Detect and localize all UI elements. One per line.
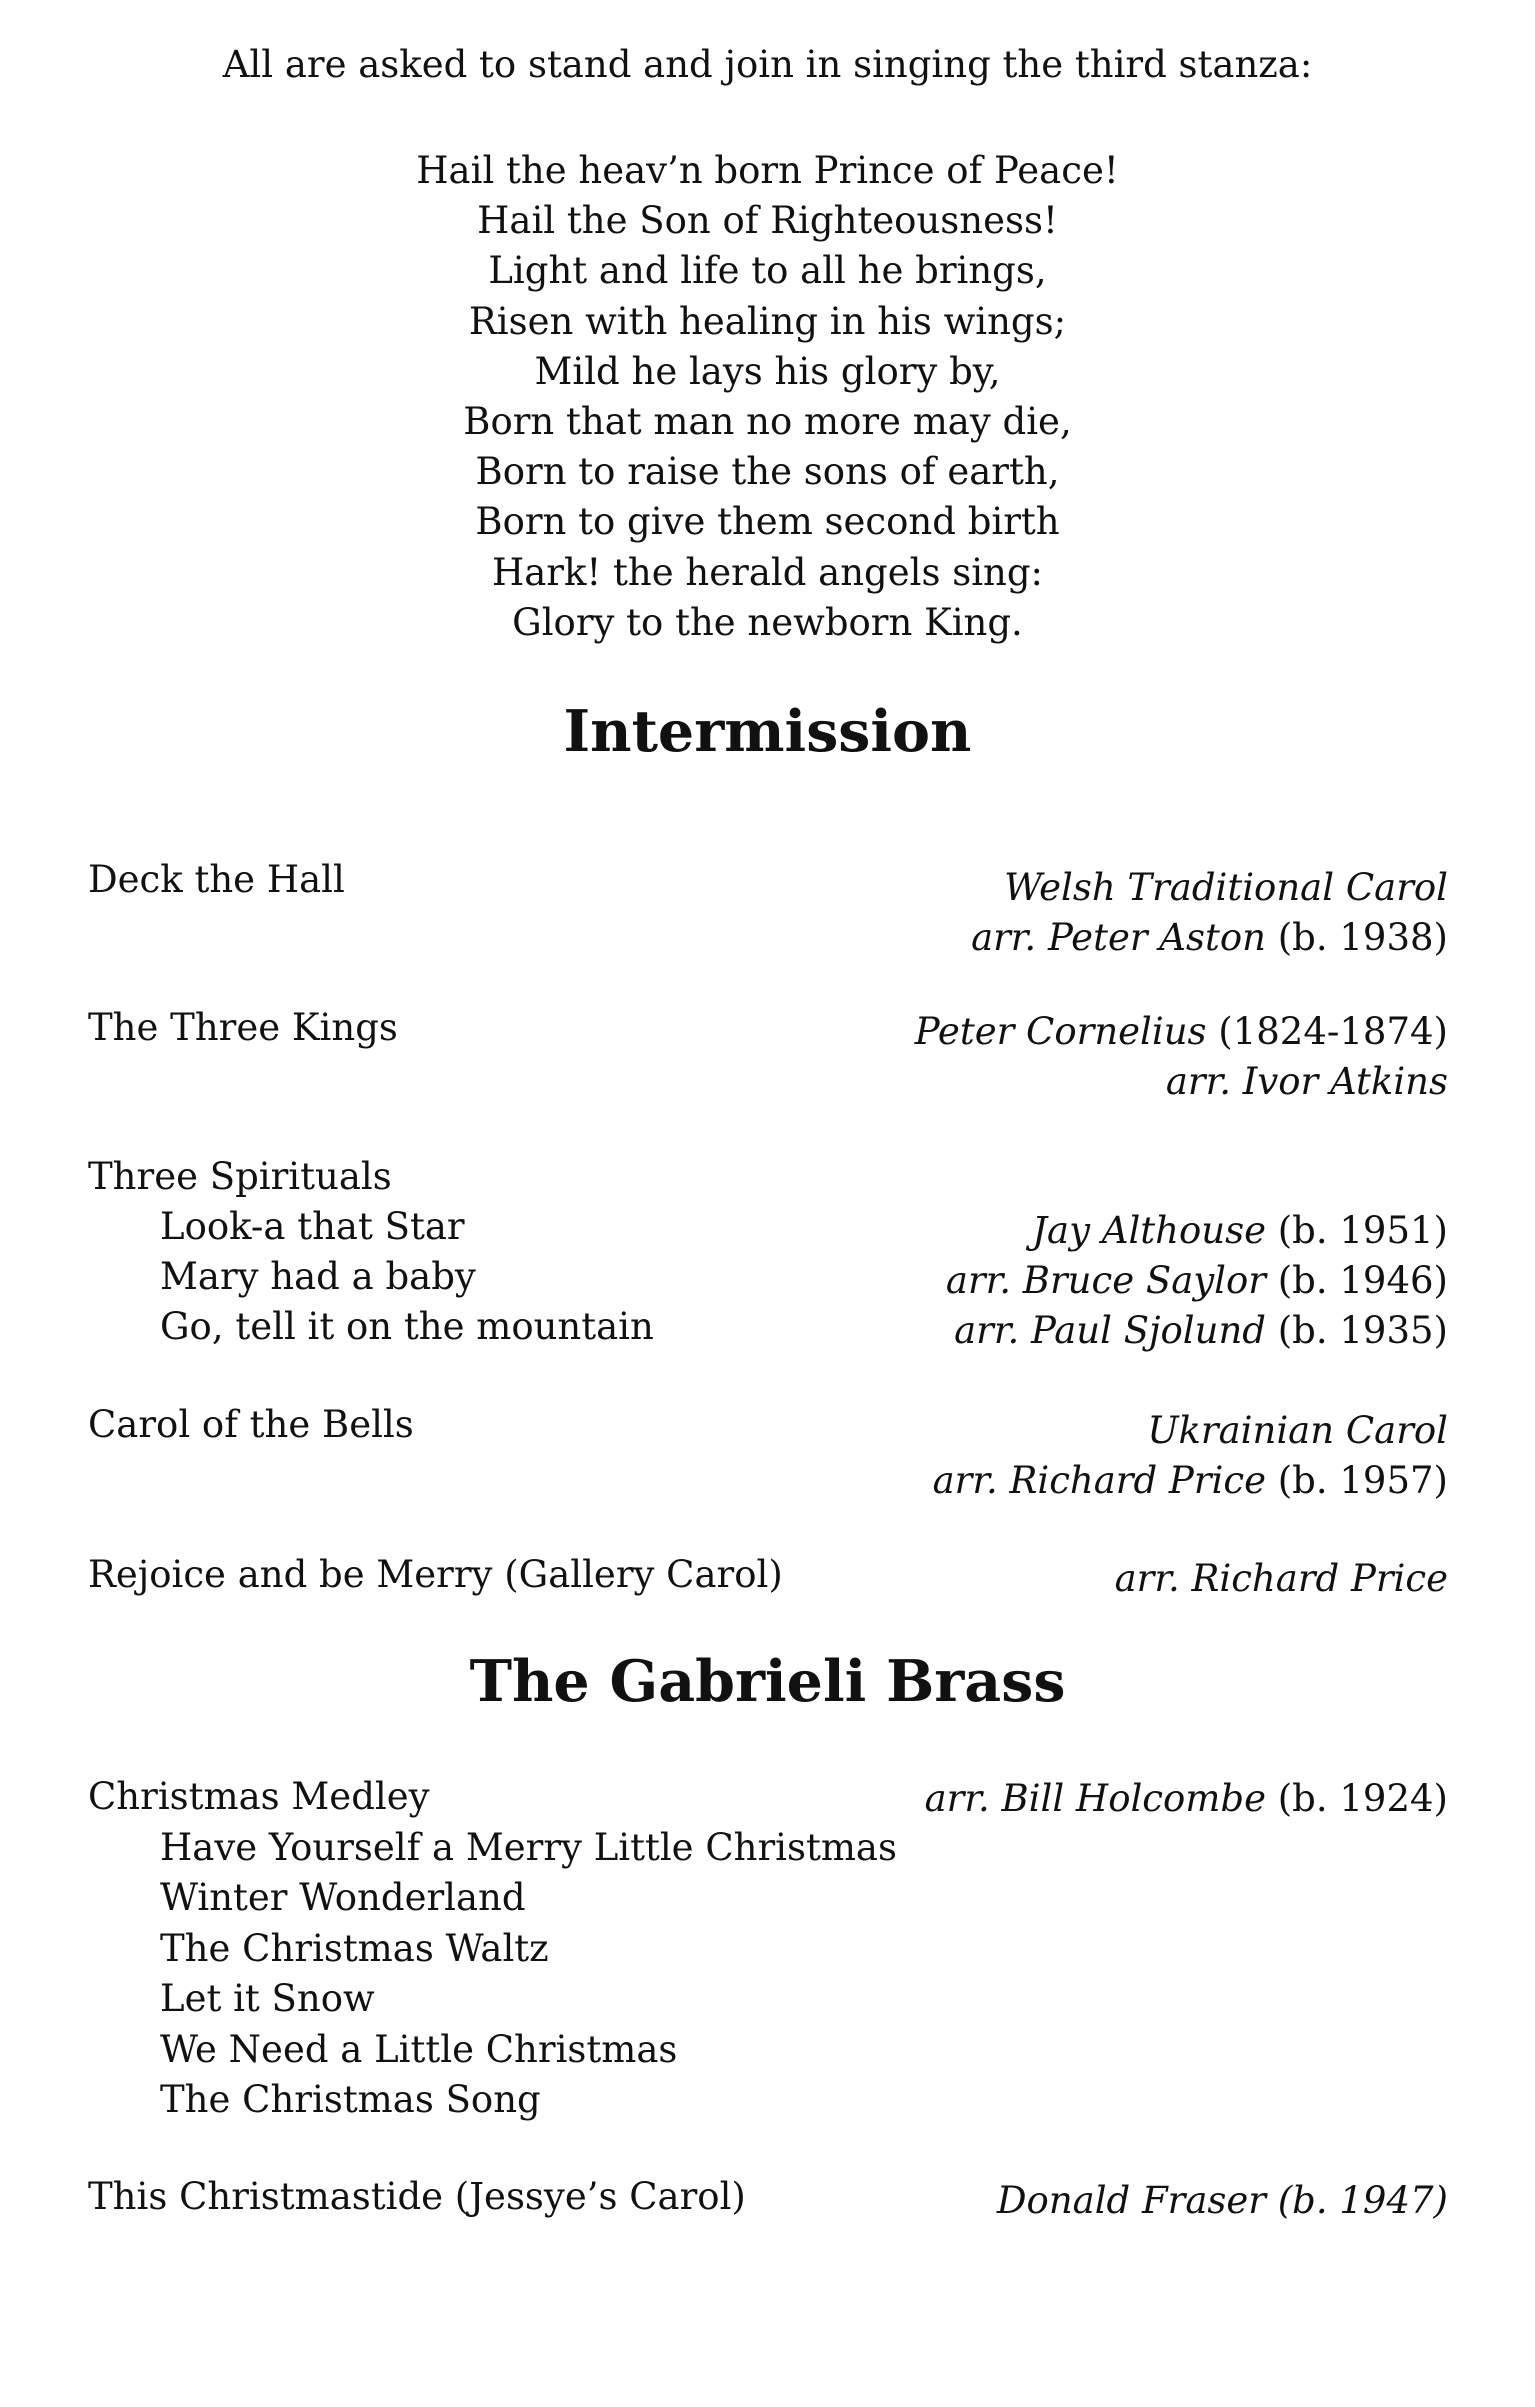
credit-line [933, 1406, 1448, 1456]
composer-dates: (b. 1938) [1265, 916, 1448, 959]
composer-name: Welsh Traditional Carol [1004, 866, 1448, 909]
stanza-line: Hail the Son of Righteousness! [477, 199, 1058, 243]
stanza-line: Born to give them second birth [475, 500, 1060, 544]
arranger-name: arr. Bill Holcombe [924, 1777, 1266, 1820]
piece-credit [946, 1206, 1448, 1356]
sub-piece-title: Have Yourself a Merry Little Christmas [160, 1825, 897, 1869]
sub-piece-title: Mary had a baby [160, 1255, 476, 1298]
composer-dates: (b. 1951) [1265, 1209, 1448, 1252]
arranger-name: arr. Ivor Atkins [1165, 1060, 1448, 1103]
program-entry-carol-of-the-bells [88, 1400, 1448, 1500]
composer-dates: (b. 1924) [1265, 1777, 1448, 1820]
arranger-name: arr. Richard Price [932, 1459, 1266, 1502]
program-entry-deck-the-hall [88, 855, 1448, 959]
piece-group [88, 1772, 897, 2126]
composer-name: Donald Fraser (b. 1947) [996, 2179, 1448, 2222]
arranger-name: arr. Richard Price [1114, 1557, 1448, 1600]
piece-credit [933, 1400, 1448, 1506]
piece-title: Rejoice and be Merry (Gallery Carol) [88, 1553, 783, 1596]
stanza-line: Light and life to all he brings, [488, 249, 1047, 293]
piece-credit [997, 2172, 1448, 2226]
credit-line [925, 1774, 1448, 1825]
credit-line [946, 1306, 1448, 1356]
credit-line [915, 1057, 1448, 1107]
sub-piece-title: We Need a Little Christmas [160, 2027, 678, 2071]
credit-line [933, 1456, 1448, 1506]
stanza-line: Born that man no more may die, [463, 400, 1072, 444]
piece-title: The Three Kings [88, 1006, 398, 1049]
piece-group [88, 1152, 654, 1352]
piece-credit [971, 855, 1448, 963]
sub-piece-title: The Christmas Song [160, 2078, 541, 2121]
program-entry-three-spirituals [88, 1152, 1448, 1362]
arranger-name: arr. Peter Aston [971, 916, 1266, 959]
program-entry-this-christmastide [88, 2172, 1448, 2226]
piece-credit [1115, 1550, 1448, 1604]
credit-line [971, 863, 1448, 913]
composer-name: Ukrainian Carol [1147, 1409, 1448, 1452]
piece-title: Carol of the Bells [88, 1403, 414, 1446]
stanza-line: Risen with healing in his wings; [468, 299, 1067, 343]
sub-piece-title: Look-a that Star [160, 1205, 465, 1248]
gabrieli-brass-heading: The Gabrieli Brass [469, 1648, 1066, 1715]
piece-title: Three Spirituals [88, 1155, 392, 1198]
stanza-instruction: All are asked to stand and join in singing the third stanza: [222, 43, 1313, 86]
composer-dates: (b. 1935) [1265, 1309, 1448, 1352]
intermission-heading: Intermission [563, 698, 972, 765]
stanza-line: Glory to the newborn King. [512, 600, 1023, 644]
arranger-name: arr. Paul Sjolund [954, 1309, 1266, 1352]
stanza-line: Born to raise the sons of earth, [475, 450, 1060, 494]
piece-credit [925, 1772, 1448, 1825]
arranger-name: arr. Bruce Saylor [945, 1259, 1266, 1302]
composer-dates: (b. 1946) [1265, 1259, 1448, 1302]
program-entry-christmas-medley [88, 1772, 1448, 2132]
composer-name: Peter Cornelius [914, 1010, 1207, 1053]
program-entry-three-kings [88, 1003, 1448, 1103]
sub-piece-title: Let it Snow [160, 1977, 375, 2020]
composer-dates: (b. 1957) [1265, 1459, 1448, 1502]
credit-line [915, 1007, 1448, 1057]
program-entry-rejoice-and-be-merry [88, 1550, 1448, 1604]
credit-line [946, 1256, 1448, 1306]
piece-credit [915, 1003, 1448, 1107]
credit-line [971, 913, 1448, 963]
composer-name: Jay Althouse [1032, 1209, 1266, 1252]
credit-line [997, 2176, 1448, 2226]
hymn-stanza [0, 146, 1535, 648]
sub-piece-title: Go, tell it on the mountain [160, 1305, 654, 1348]
credit-line [1115, 1554, 1448, 1604]
stanza-line: Hail the heav’n born Prince of Peace! [416, 149, 1119, 192]
sub-piece-title: The Christmas Waltz [160, 1926, 549, 1970]
piece-title: This Christmastide (Jessye’s Carol) [88, 2175, 746, 2218]
composer-dates: (1824-1874) [1206, 1010, 1448, 1053]
piece-title: Deck the Hall [88, 858, 345, 901]
stanza-line: Mild he lays his glory by, [534, 349, 1001, 393]
sub-piece-title: Winter Wonderland [160, 1876, 526, 1919]
stanza-line: Hark! the herald angels sing: [491, 550, 1044, 594]
piece-title: Christmas Medley [88, 1775, 430, 1818]
credit-line [946, 1206, 1448, 1256]
